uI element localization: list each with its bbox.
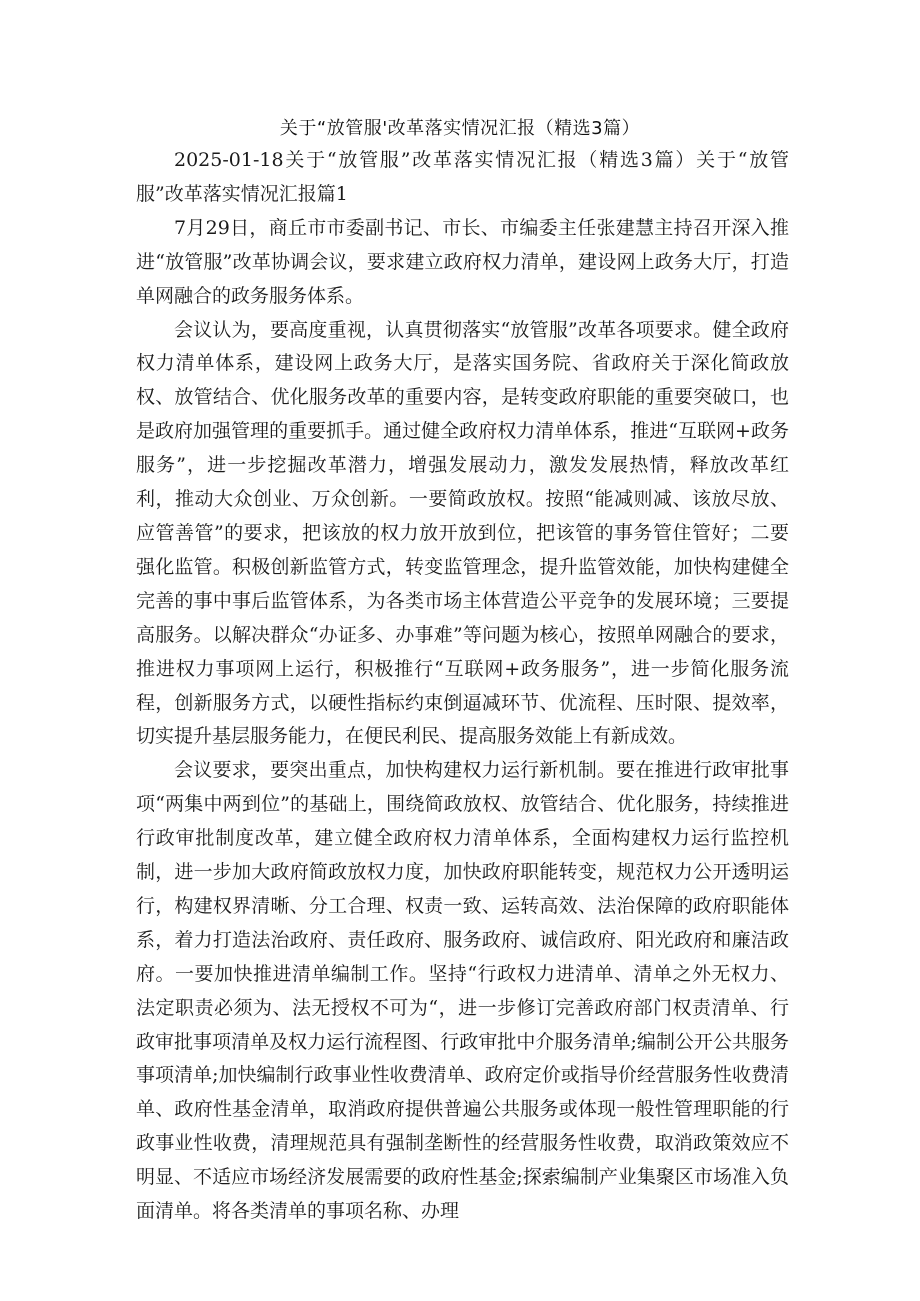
document-body bbox=[136, 144, 789, 1229]
paragraph-3: 会议要求，要突出重点，加快构建权力运行新机制。要在推进行政审批事项“两集中两到位”的基础上，围绕简政放权、放管结合、优化服务，持续推进行政审批制度改革，建立健全政府权力清单体系，全面构建权力运行监控机制，进一步加大政府简政放权力度，加快政府职能转变，规范权力公开透明运行，构建权界清晰、分工合理、权责一致、运转高效、法治保障的政府职能体系，着力打造法治政府、责任政府、服务政府、诚信政府、阳光政府和廉洁政府。一要加快推进清单编制工作。坚持“行政权力进清单、清单之外无权力、法定职责必须为、法无授权不可为“，进一步修订完善政府部门权责清单、行政审批事项清单及权力运行流程图、行政审批中介服务清单;编制公开公共服务事项清单;加快编制行政事业性收费清单、政府定价或指导价经营服务性收费清单、政府性基金清单，取消政府提供普遍公共服务或体现一般性管理职能的行政事业性收费，清理规范具有强制垄断性的经营服务性收费，取消政策效应不明显、不适应市场经济发展需要的政府性基金;探索编制产业集聚区市场准入负面清单。将各类清单的事项名称、办理 bbox=[136, 759, 789, 1223]
paragraph-date-heading: 2025-01-18关于“放管服”改革落实情况汇报（精选3篇）关于“放管服”改革落实情况汇报篇1 bbox=[136, 149, 789, 205]
document-title: 关于“放管服'改革落实情况汇报（精选3篇） bbox=[279, 118, 641, 139]
paragraph-2: 会议认为，要高度重视，认真贯彻落实“放管服”改革各项要求。健全政府权力清单体系，建设网上政务大厅，是落实国务院、省政府关于深化简政放权、放管结合、优化服务改革的重要内容，是转变政府职能的重要突破口，也是政府加强管理的重要抓手。通过健全政府权力清单体系，推进“互联网+政务服务”，进一步挖掘改革潜力，增强发展动力，激发发展热情，释放改革红利，推动大众创业、万众创新。一要简政放权。按照“能减则减、该放尽放、应管善管”的要求，把该放的权力放开放到位，把该管的事务管住管好；二要强化监管。积极创新监管方式，转变监管理念，提升监管效能，加快构建健全完善的事中事后监管体系，为各类市场主体营造公平竞争的发展环境；三要提高服务。以解决群众“办证多、办事难”等问题为核心，按照单网融合的要求，推进权力事项网上运行，积极推行“互联网+政务服务”，进一步简化服务流程，创新服务方式，以硬性指标约束倒逼减环节、优流程、压时限、提效率，切实提升基层服务能力，在便民利民、提高服务效能上有新成效。 bbox=[136, 318, 789, 748]
paragraph-1: 7月29日，商丘市市委副书记、市长、市编委主任张建慧主持召开深入推进“放管服”改革协调会议，要求建立政府权力清单，建设网上政务大厅，打造单网融合的政务服务体系。 bbox=[136, 216, 789, 307]
